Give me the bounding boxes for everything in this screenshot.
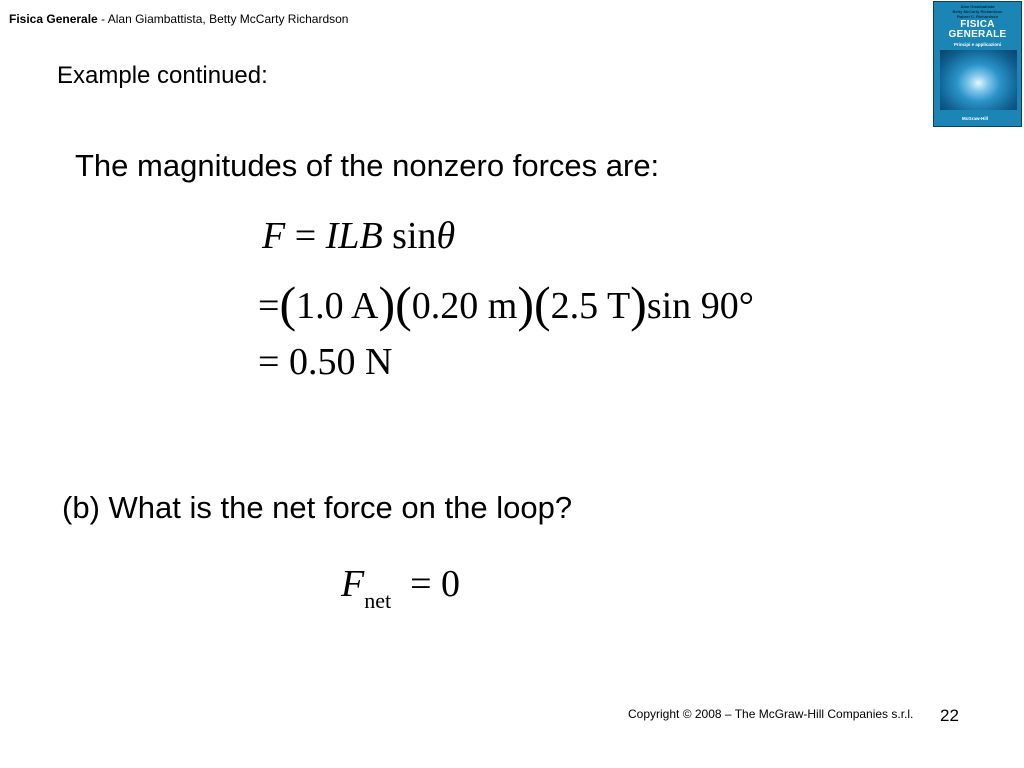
eq2-field: 2.5 T [550,285,631,327]
eq1-equals: = [294,215,317,257]
cover-water-drop-image [940,50,1017,110]
cover-publisher: McGraw-Hill [962,116,989,121]
book-title: Fisica Generale [9,12,98,26]
eq2-length: 0.20 m [411,285,518,327]
equation-result [258,343,392,381]
slide-subtitle: Example continued: [57,62,268,89]
copyright-notice: Copyright © 2008 – The McGraw-Hill Companies s.r.l. [628,707,914,721]
eq3-equals: = [258,341,280,383]
equation-net-force [341,563,461,613]
eq2-angle: 90° [700,285,754,327]
eq4-value: 0 [441,563,461,605]
eq2-equals: = [258,285,280,327]
equation-substitution [258,276,754,332]
eq2-left-paren: ( [395,276,412,332]
page-number: 22 [940,706,959,725]
cover-subtitle: Principi e applicazioni [953,42,1002,47]
eq3-value: 0.50 N [288,341,393,383]
cover-authors: Alan Giambattista Betty McCarty Richardson Robert C. Richardson [952,4,1003,19]
eq4-F: F [341,563,365,605]
book-cover-image [933,1,1022,127]
header-citation [9,12,348,26]
question-text: (b) What is the net force on the loop? [62,490,573,525]
equation-force-formula [262,217,455,255]
book-authors: - Alan Giambattista, Betty McCarty Richardson [97,12,349,26]
eq2-current: 1.0 A [296,285,379,327]
cover-title: FISICA GENERALE [948,19,1007,40]
eq2-right-paren: ) [630,276,647,332]
eq4-equals: = [410,563,432,605]
eq2-right-paren: ) [517,276,534,332]
eq1-sin: sin [392,215,437,257]
eq4-subscript: net [364,588,392,613]
eq1-theta: θ [436,215,456,257]
eq2-right-paren: ) [378,276,396,332]
eq1-F: F [262,215,286,257]
eq2-left-paren: ( [533,276,551,332]
eq2-left-paren: ( [279,276,297,332]
intro-text: The magnitudes of the nonzero forces are: [75,148,660,183]
eq2-sin: sin [646,285,692,327]
eq1-ILB: ILB [325,215,383,257]
